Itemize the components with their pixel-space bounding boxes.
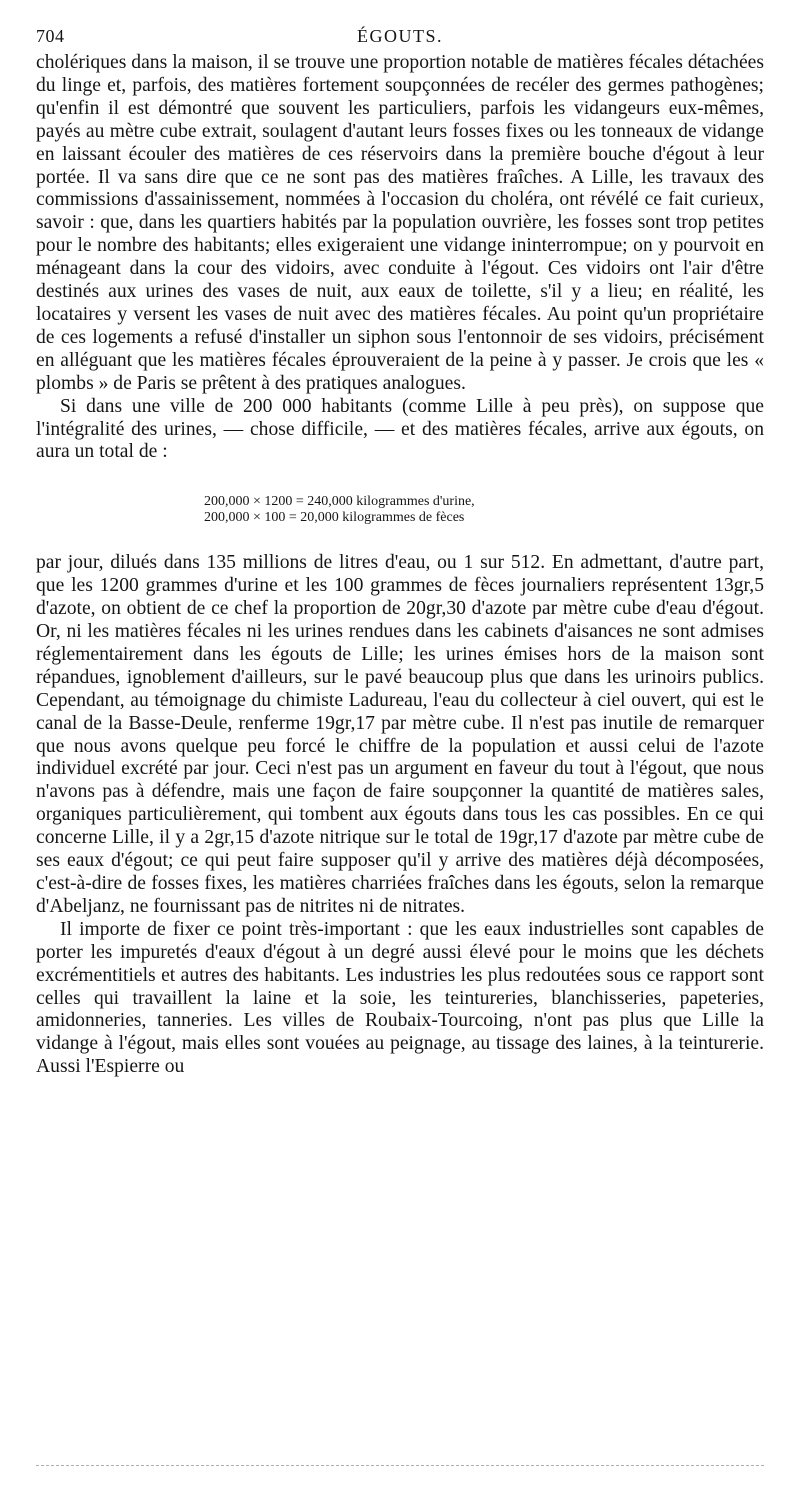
equation-block: [36, 494, 764, 526]
paragraph-2: Si dans une ville de 200 000 habitants (comme Lille à peu près), on suppose que l'intégralité des urines, — chose difficile, — et des matières fécales, arrive aux égouts, on aura un total de :: [36, 395, 764, 463]
equation-line-feces: 200,000 × 100 = 20,000 kilogrammes de fèces: [204, 510, 465, 526]
running-title: ÉGOUTS.: [357, 26, 443, 46]
body-text: [36, 52, 764, 1079]
book-page: [36, 26, 764, 1466]
page-number: 704: [36, 26, 65, 46]
paragraph-4: Il importe de fixer ce point très-important : que les eaux industrielles sont capables de porter les impuretés d'eaux d'égout à un degré aussi élevé pour le moins que les déchets excrémentitiels et autres des habitants. Les industries les plus redoutées sous ce rapport sont celles qui travaillent la laine et la soie, les teintureries, blanchisseries, papeteries, amidonneries, tanneries. Les villes de Roubaix-Tourcoing, n'ont pas plus que Lille la vidange à l'égout, mais elles sont vouées au peignage, au tissage des laines, à la teinturerie. Aussi l'Espierre ou: [36, 918, 764, 1078]
footer-rule: [36, 1465, 764, 1466]
equation-line-urine: 200,000 × 1200 = 240,000 kilogrammes d'urine,: [204, 494, 475, 510]
paragraph-3: par jour, dilués dans 135 millions de litres d'eau, ou 1 sur 512. En admettant, d'autre part, que les 1200 grammes d'urine et les 100 grammes de fèces journaliers représentent 13gr,5 d'azote, on obtient de ce chef la proportion de 20gr,30 d'azote par mètre cube d'eau d'égout. Or, ni les matières fécales ni les urines rendues dans les cabinets d'aisances ne sont admises réglementairement dans les égouts de Lille; les urines émises hors de la maison sont répandues, ignoblement d'ailleurs, sur le pavé beaucoup plus que dans les urinoirs publics. Cependant, au témoignage du chimiste Ladureau, l'eau du collecteur à ciel ouvert, qui est le canal de la Basse-Deule, renferme 19gr,17 par mètre cube. Il n'est pas inutile de remarquer que nous avons quelque peu forcé le chiffre de la population et aussi celui de l'azote individuel excrété par jour. Ceci n'est pas un argument en faveur du tout à l'égout, que nous n'avons pas à défendre, mais une façon de faire soupçonner la quantité de matières sales, organiques particulièrement, qui tombent aux égouts dans tous les cas possibles. En ce qui concerne Lille, il y a 2gr,15 d'azote nitrique sur le total de 19gr,17 d'azote par mètre cube de ses eaux d'égout; ce qui peut faire supposer qu'il y arrive des matières déjà décomposées, c'est-à-dire de fosses fixes, les matières charriées fraîches dans les égouts, selon la remarque d'Abeljanz, ne fournissant pas de nitrites ni de nitrates.: [36, 552, 764, 917]
page-header: [36, 26, 764, 52]
paragraph-1: cholériques dans la maison, il se trouve une proportion notable de matières fécales détachées du linge et, parfois, des matières fortement soupçonnées de recéler des germes pathogènes; qu'enfin il est démontré que souvent les particuliers, parfois les vidangeurs eux-mêmes, payés au mètre cube extrait, soulagent d'autant leurs fosses fixes ou les tonneaux de vidange en laissant écouler des matières de ces réservoirs dans la première bouche d'égout à leur portée. Il va sans dire que ce ne sont pas des matières fraîches. A Lille, les travaux des commissions d'assainissement, nommées à l'occasion du choléra, ont révélé ce fait curieux, savoir : que, dans les quartiers habités par la population ouvrière, les fosses sont trop petites pour le nombre des habitants; elles exigeraient une vidange ininterrompue; on y pourvoit en ménageant dans la cour des vidoirs, avec conduite à l'égout. Ces vidoirs ont l'air d'être destinés aux urines des vases de nuit, aux eaux de toilette, s'il y a lieu; en réalité, les locataires y versent les vases de nuit avec des matières fécales. Au point qu'un propriétaire de ces logements a refusé d'installer un siphon sous l'entonnoir de ses vidoirs, précisément en alléguant que les matières fécales éprouveraient de la peine à y passer. Je crois que les « plombs » de Paris se prêtent à des pratiques analogues.: [36, 52, 764, 394]
